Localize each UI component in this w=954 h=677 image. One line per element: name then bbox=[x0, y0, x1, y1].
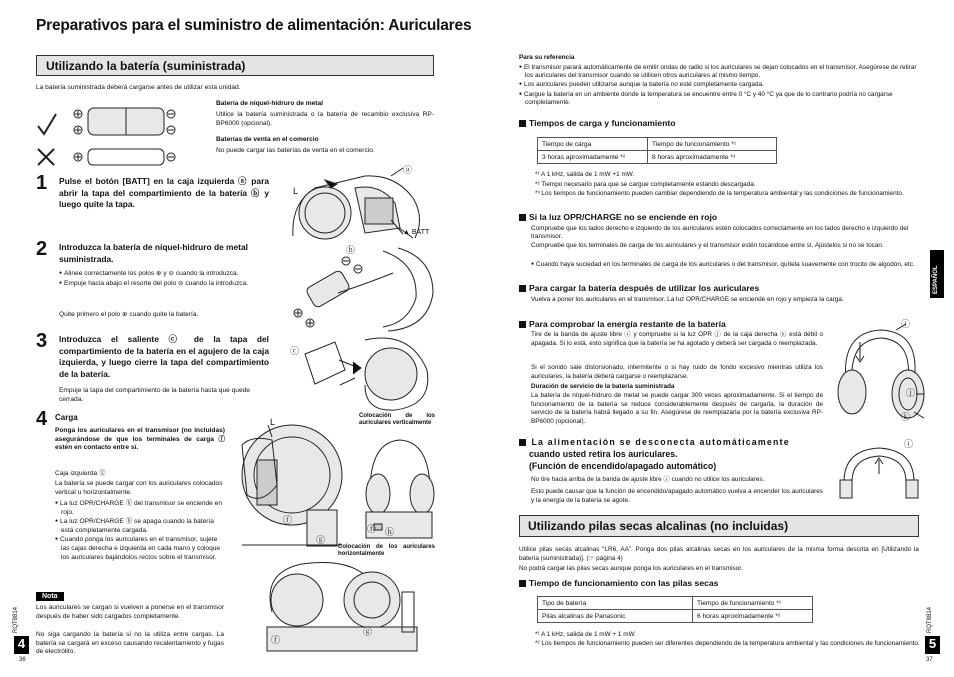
page-title: Preparativos para el suministro de alimentación: Auriculares bbox=[36, 17, 472, 34]
step2-illustration bbox=[288, 243, 438, 333]
step4-bold: Ponga los auriculares en el transmisor (no incluidas) asegurándose de que los terminales de carga ⓕ estén en contacto entre sí. bbox=[55, 427, 225, 452]
footnote-3: *³ Los tiempos de funcionamiento pueden cambiar dependiendo de la temperatura ambiental y las condiciones de funcionamiento. bbox=[535, 190, 904, 197]
table-cell: 3 horas aproximadamente *² bbox=[538, 151, 648, 164]
commercial-title: Baterías de venta en el comercio bbox=[216, 136, 319, 143]
table-row bbox=[538, 151, 777, 164]
s5-para-2: Esto puede causar que la función de encendido/apagado automático vuelva a encender los auriculares y la energía de la batería se agote. bbox=[531, 488, 823, 504]
headband-illustration bbox=[834, 439, 924, 502]
nota-text-1: Los auriculares se cargan si vuelven a ponerse en el transmisor después de haber sido cargados completamente. bbox=[36, 604, 224, 620]
label-a: ⓐ bbox=[403, 165, 413, 175]
label-batt: ▲ BATT bbox=[403, 229, 430, 236]
table-header: Tiempo de funcionamiento *¹ bbox=[693, 597, 813, 610]
ref-bullets bbox=[519, 63, 919, 107]
nimh-title: Batería de níquel-hidruro de metal bbox=[216, 100, 323, 107]
table-row bbox=[538, 138, 777, 151]
language-tab-label: ESPAÑOL bbox=[933, 265, 939, 294]
commercial-text: No puede cargar las baterías de venta en el comercio. bbox=[216, 147, 375, 154]
label-c: ⓒ bbox=[290, 346, 300, 356]
step4-illustration-main bbox=[232, 415, 347, 550]
step1-number: 1 bbox=[36, 172, 48, 194]
step2-text: Introduzca la batería de níquel-hidruro de metal suministrada. bbox=[59, 242, 248, 264]
label-L: L bbox=[293, 186, 299, 196]
list-item: ● Empuje hacia abajo el resorte del polo ⊖ cuando la introduzca. bbox=[59, 279, 269, 289]
section-header-alkaline: Utilizando pilas secas alcalinas (no incluidas) bbox=[519, 515, 919, 537]
intro-text: La batería suministrada deberá cargarse antes de utilizar esta unidad. bbox=[36, 84, 241, 91]
label-g2: ⓖ bbox=[363, 627, 373, 637]
s4-para-1: Tire de la banda de ajuste libre ⓘ y compruebe si la luz OPR ⓙ de la caja derecha ⓚ está débil o apagada. Si lo está, esto significa que la batería se ha agotado y deberá ser cargada o reemplazada. bbox=[531, 331, 823, 347]
footnote-dry-1: *¹ A 1 kHz, salida de 1 mW + 1 mW. bbox=[535, 631, 637, 638]
table-cell: Pilas alcalinas de Panasonic bbox=[538, 610, 693, 623]
list-item: ● Cuando ponga los auriculares en el transmisor, sujete las cajas derecha e izquierda en cada mano y coloque los auriculares bajándolos rectos sobre el transmisor. bbox=[55, 535, 225, 562]
heading-charge-after-use: Para cargar la batería después de utilizar los auriculares bbox=[519, 283, 759, 294]
label-f3: ⓕ bbox=[271, 635, 281, 645]
step3-note: Empuje la tapa del compartimiento de la batería hasta que quede cerrada. bbox=[59, 387, 250, 403]
label-i2: ⓘ bbox=[904, 439, 914, 449]
s2-para-2: Compruebe que los terminales de carga de los auriculares y el transmisor estén tocándose entre sí. Ajústelos si no se tocan. bbox=[531, 242, 884, 249]
heading-auto-power bbox=[519, 436, 827, 472]
list-item: ● Los auriculares pueden utilizarse aunque la batería no esté completamente cargada. bbox=[519, 80, 919, 89]
step3-illustration bbox=[295, 330, 435, 412]
page-number-right: 5 bbox=[925, 636, 940, 654]
dry-battery-table bbox=[537, 596, 813, 623]
heading-check-energy: Para comprobar la energía restante de la batería bbox=[519, 319, 726, 330]
step2-number: 2 bbox=[36, 238, 48, 260]
label-b: ⓑ bbox=[346, 245, 356, 255]
step4-caja: Caja izquierda ⓖ bbox=[55, 470, 106, 477]
headphone-energy-illustration bbox=[826, 319, 926, 422]
page-number-left: 4 bbox=[14, 636, 29, 654]
table-header: Tiempo de carga bbox=[538, 138, 648, 151]
label-k: ⓚ bbox=[901, 412, 911, 422]
nota-label: Nota bbox=[36, 592, 64, 601]
s5-para-1: No tire hacia arriba de la banda de ajuste libre ⓘ cuando no utilice los auriculares. bbox=[531, 476, 765, 483]
label-L-step4: L bbox=[270, 417, 276, 427]
heading-dry-batt-time: Tiempo de funcionamiento con las pilas secas bbox=[519, 578, 718, 589]
heading-auto-power-2: cuando usted retira los auriculares. bbox=[529, 449, 678, 459]
list-item: ● Cargue la batería en un ambiente donde la temperatura se encuentre entre 0 °C y 40 °C ya que de lo contrario podría no cargarse completamente. bbox=[519, 90, 919, 107]
ref-title: Para su referencia bbox=[519, 54, 575, 61]
label-f2: ⓕ bbox=[367, 524, 377, 534]
table-header: Tipo de batería bbox=[538, 597, 693, 610]
cross-icon bbox=[38, 149, 54, 165]
table-header: Tiempo de funcionamiento *¹ bbox=[648, 138, 777, 151]
step4-text: La batería se puede cargar con los auriculares colocados vertical u horizontalmente. bbox=[55, 480, 223, 496]
heading-no-red-light: Si la luz OPR/CHARGE no se enciende en rojo bbox=[519, 212, 717, 223]
step3-text: Introduzca el saliente ⓒ de la tapa del compartimiento de la batería en el agujero de la caja izquierda, y luego cierre la tapa del compartimiento de la batería. bbox=[59, 334, 269, 379]
footnote-dry-2: *² Los tiempos de funcionamiento pueden ser diferentes dependiendo de la temperatura ambiental y las condiciones de funcionamiento. bbox=[535, 640, 920, 647]
table-cell: 6 horas aproximadamente *² bbox=[693, 610, 813, 623]
label-g: ⓖ bbox=[316, 535, 326, 545]
check-icon bbox=[38, 114, 56, 134]
step2-bullets bbox=[59, 269, 269, 288]
rqt-code-left: RQT8814 bbox=[13, 606, 19, 633]
s2-para-1: Compruebe que los lados derecho e izquierdo de los auriculares estén colocados correctamente en los lados derecho e izquierdo del transmisor. bbox=[531, 225, 909, 241]
step4-number: 4 bbox=[36, 408, 48, 430]
step3-number: 3 bbox=[36, 330, 48, 352]
table-row bbox=[538, 610, 813, 623]
language-tab bbox=[930, 250, 944, 298]
list-item: ● Cuando haya suciedad en los terminales de carga de los auriculares o del transmisor, quítela suavemente con trocito de algodón, etc. bbox=[531, 260, 920, 269]
footnote-2: *² Tiempo necesario para que se cargue completamente estando descargada. bbox=[535, 181, 756, 188]
label-h: ⓗ bbox=[385, 527, 395, 537]
label-f: ⓕ bbox=[283, 515, 293, 525]
list-item: ● La luz OPR/CHARGE ⓗ se apaga cuando la batería está completamente cargada. bbox=[55, 517, 225, 535]
label-j: ⓙ bbox=[906, 388, 916, 398]
section-header-battery: Utilizando la batería (suministrada) bbox=[36, 55, 434, 76]
step1-text: Pulse el botón [BATT] en la caja izquierda ⓐ para abrir la tapa del compartimiento de la batería ⓑ y luego quite la tapa. bbox=[59, 176, 269, 210]
s6-para-1: Utilice pilas secas alcalinas “LR6, AA”. Ponga dos pilas alcalinas secas en los auriculares de la misma forma descrita en [Utilizando la batería (suministrada)]. (☞ página 4) bbox=[519, 546, 919, 562]
step4-title: Carga bbox=[55, 413, 78, 422]
nota-text-2: No siga cargando la batería si no la utiliza entre cargas. La batería se cargará en exceso causando recalentamiento y fugas de electrólito. bbox=[36, 631, 224, 656]
page-number-small-left: 36 bbox=[19, 657, 26, 663]
table-cell: 8 horas aproximadamente *³ bbox=[648, 151, 777, 164]
charge-times-table bbox=[537, 137, 777, 164]
page-number-small-right: 37 bbox=[926, 657, 933, 663]
battery-illustrations bbox=[30, 104, 210, 170]
heading-charge-times: Tiempos de carga y funcionamiento bbox=[519, 118, 675, 129]
s4-para-2: Si el sonido sale distorsionado, intermitente o si hay ruido de fondo excesivo mientras utiliza los auriculares, la batería deberá cargarse o reemplazarse. bbox=[531, 364, 823, 380]
s4-duration-title: Duración de servicio de la batería suministrada bbox=[531, 383, 675, 390]
step4-bullets bbox=[55, 499, 225, 562]
rqt-code-right: RQT8814 bbox=[927, 606, 933, 633]
list-item: ● Alinee correctamente los polos ⊕ y ⊖ cuando la introduzca. bbox=[59, 269, 269, 279]
s6-para-2: No podrá cargar las pilas secas aunque ponga los auriculares en el transmisor. bbox=[519, 565, 743, 572]
footnote-1: *¹ A 1 kHz, salida de 1 mW +1 mW. bbox=[535, 171, 635, 178]
list-item: ● El transmisor parará automáticamente de emitir ondas de radio si los auriculares se dejan colocados en el transmisor. Asegúrese de retirar los auriculares del transmisor cuando se utilicen otros auriculares al mismo tiempo. bbox=[519, 63, 919, 80]
s3-para: Vuelva a poner los auriculares en el transmisor. La luz OPR/CHARGE se enciende en rojo y empieza la carga. bbox=[531, 296, 844, 303]
step2-note: Quite primero el polo ⊕ cuando quite la batería. bbox=[59, 311, 199, 318]
caption-horizontal: Colocación de los auriculares horizontalmente bbox=[338, 544, 435, 558]
table-row bbox=[538, 597, 813, 610]
heading-auto-power-1: La alimentación se desconecta automáticamente bbox=[531, 437, 790, 447]
s4-para-3: La batería de níquel-hidruro de metal se puede cargar 300 veces aproximadamente. Si el tiempo de funcionamiento de la batería se reduce considerablemente después de cargarla, la duración de servicio de la batería habrá llegado a su fin. Asegúrese de reemplazarla por la batería exclusiva RP-BP6000 (opcional). bbox=[531, 392, 823, 425]
list-item: ● La luz OPR/CHARGE ⓗ del transmisor se enciende en rojo. bbox=[55, 499, 225, 517]
nimh-text: Utilice la batería suministrada o la batería de recambio exclusiva RP-BP6000 (opcional). bbox=[216, 111, 434, 127]
s2-bullets bbox=[531, 260, 920, 269]
label-i: ⓘ bbox=[901, 319, 911, 329]
heading-auto-power-3: (Función de encendido/apagado automático) bbox=[529, 461, 717, 471]
caption-vertical: Colocación de los auriculares verticalmente bbox=[359, 413, 435, 427]
